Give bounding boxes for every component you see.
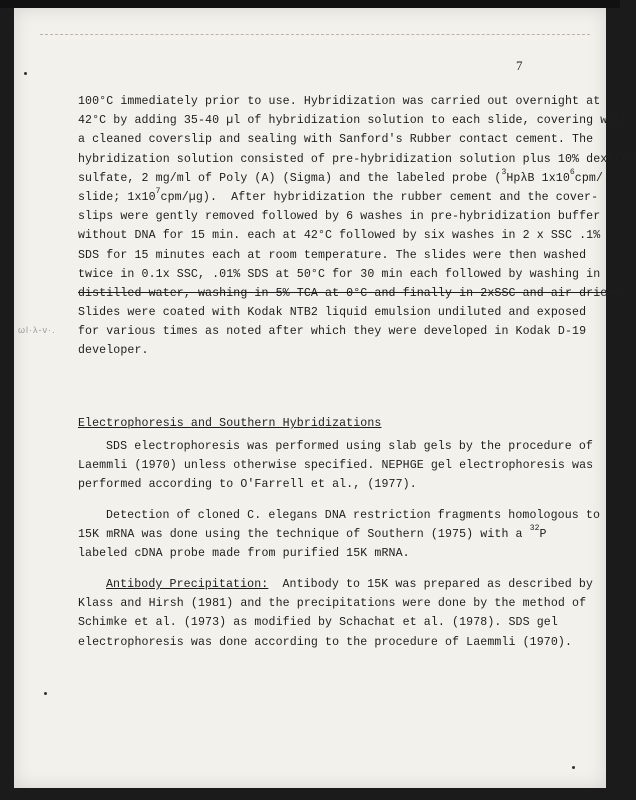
section-heading: Electrophoresis and Southern Hybridizations xyxy=(78,417,382,430)
margin-note: ωl·λ-ν·. xyxy=(18,325,56,335)
text-line-p32 xyxy=(78,524,547,544)
text-line-struck: distilled water, washing in 5% TCA at 0°C and finally in 2xSSC and air dried. xyxy=(78,286,622,300)
probe-superscript: 6 xyxy=(569,167,575,177)
scan-speck xyxy=(44,692,47,695)
text-line: SDS for 15 minutes each at room temperature. The slides were then washed xyxy=(78,248,587,262)
slide-text: slide; 1x10 xyxy=(78,190,156,204)
text-line-antibody xyxy=(78,575,593,594)
text-line: 100°C immediately prior to use. Hybridization was carried out overnight at xyxy=(78,95,601,108)
text-line: 42°C by adding 35-40 µl of hybridization solution to each slide, covering with xyxy=(78,114,629,128)
paragraph-sds xyxy=(78,437,594,495)
scan-speck xyxy=(572,766,575,769)
probe-end: cpm/ xyxy=(574,171,604,185)
text-line: for various times as noted after which they were developed in Kodak D-19 xyxy=(78,325,587,339)
text-line: labeled cDNA probe made from purified 15K mRNA. xyxy=(78,547,410,561)
slide-rest: After hybridization the rubber cement and the cover- xyxy=(231,190,599,204)
text-line: Schimke et al. (1973) as modified by Schachat et al. (1978). SDS gel xyxy=(78,616,558,630)
slide-end: cpm/µg). xyxy=(160,190,218,204)
text-line: Slides were coated with Kodak NTB2 liquid emulsion undiluted and exposed xyxy=(78,306,587,320)
text-line: without DNA for 15 min. each at 42°C followed by six washes in 2 x SSC .1% xyxy=(78,229,601,243)
text-line: slips were gently removed followed by 6 washes in pre-hybridization buffer xyxy=(78,210,601,224)
text-line: Laemmli (1970) unless otherwise specified. NEPHGE gel electrophoresis was xyxy=(78,459,594,473)
text-line: electrophoresis was done according to the procedure of Laemmli (1970). xyxy=(78,635,573,649)
paragraph-hybridization xyxy=(78,92,636,361)
probe-mid: HpλB 1x10 xyxy=(506,171,570,185)
text-line: a cleaned coverslip and sealing with Sanford's Rubber contact cement. The xyxy=(78,133,594,147)
paragraph-detection xyxy=(78,506,601,564)
text-line: Detection of cloned C. elegans DNA restriction fragments homologous to xyxy=(106,509,601,522)
p32-superscript: 32 xyxy=(529,524,540,534)
section-electrophoresis xyxy=(78,414,536,433)
text-line: Klass and Hirsh (1981) and the precipitations were done by the method of xyxy=(78,597,587,611)
scan-speck xyxy=(24,72,27,75)
page-number: 7 xyxy=(516,58,523,73)
p32-text: 15K mRNA was done using the technique of Southern (1975) with a xyxy=(78,528,523,542)
paragraph-antibody xyxy=(78,575,593,652)
slide-superscript: 7 xyxy=(155,186,161,196)
text-line: twice in 0.1x SSC, .01% SDS at 50°C for 30 min each followed by washing in xyxy=(78,267,601,281)
text-line: SDS electrophoresis was performed using slab gels by the procedure of xyxy=(106,440,593,453)
scan-border-top xyxy=(0,0,620,8)
probe-text: sulfate, 2 mg/ml of Poly (A) (Sigma) and the labeled probe ( xyxy=(78,171,502,185)
antibody-heading: Antibody Precipitation: xyxy=(106,578,269,591)
text-line: hybridization solution consisted of pre-hybridization solution plus 10% dextran xyxy=(78,152,636,166)
text-line-probe xyxy=(78,167,604,188)
p32-base: P xyxy=(539,528,547,542)
text-line: developer. xyxy=(78,344,149,358)
text-line-slide xyxy=(78,186,599,207)
top-rule xyxy=(40,34,590,35)
text-line: performed according to O'Farrell et al., (1977). xyxy=(78,478,417,492)
antibody-text: Antibody to 15K was prepared as described by xyxy=(282,578,593,591)
probe-superscript: 3 xyxy=(501,167,507,177)
